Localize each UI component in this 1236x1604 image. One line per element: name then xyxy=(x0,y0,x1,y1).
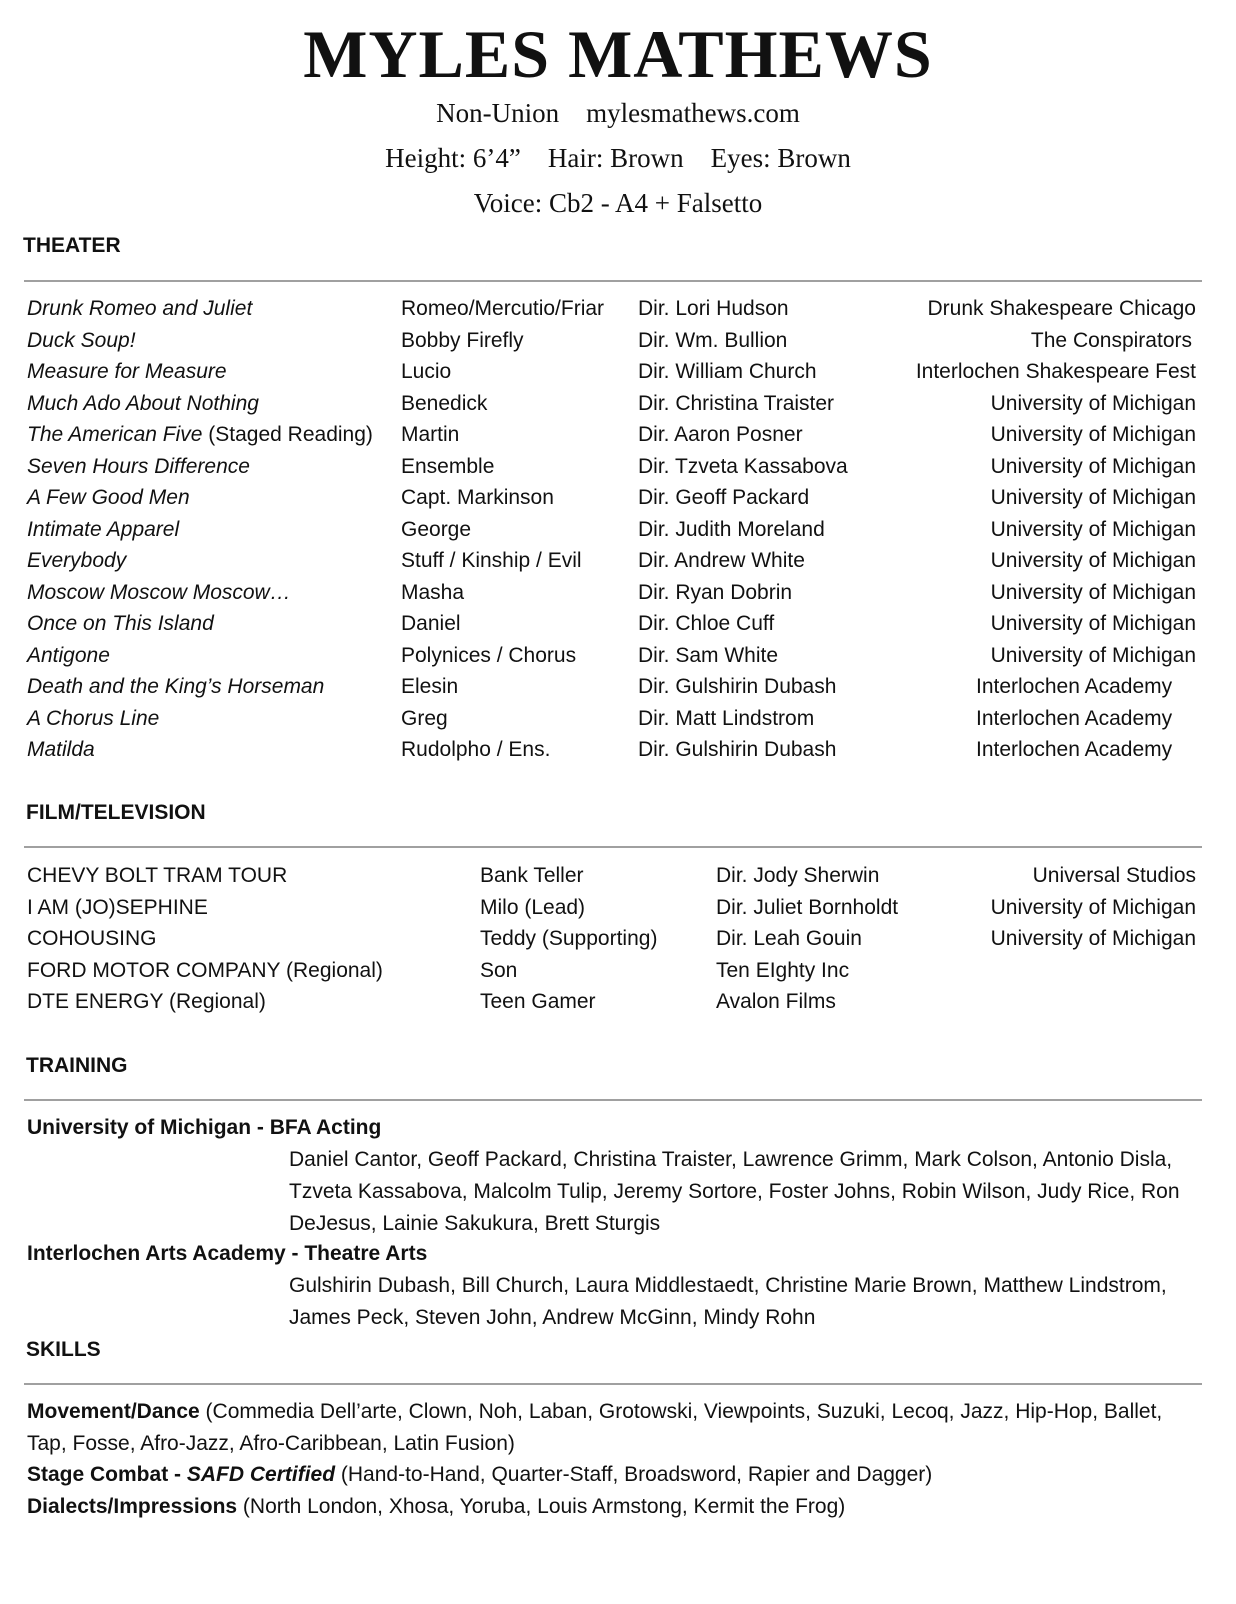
theater-show xyxy=(27,388,259,420)
theater-role: Romeo/Mercutio/Friar xyxy=(401,297,605,320)
theater-show xyxy=(27,325,136,357)
skill-movement xyxy=(27,1396,1207,1460)
theater-row xyxy=(0,293,1236,325)
theater-role: George xyxy=(401,518,472,541)
theater-show-title: Intimate Apparel xyxy=(27,518,180,541)
film-row xyxy=(0,955,1236,987)
theater-venue: University of Michigan xyxy=(990,644,1196,667)
film-role: Bank Teller xyxy=(480,864,584,887)
theater-show-title: Matilda xyxy=(27,738,95,761)
theater-venue: University of Michigan xyxy=(990,549,1196,572)
hair: Hair: Brown xyxy=(547,143,684,173)
theater-director: Dir. Ryan Dobrin xyxy=(638,581,793,604)
height: Height: 6’4” xyxy=(385,143,521,173)
theater-show-title: Once on This Island xyxy=(27,612,214,635)
film-project: FORD MOTOR COMPANY (Regional) xyxy=(27,959,383,982)
theater-role: Lucio xyxy=(401,360,452,383)
training-heading: TRAINING xyxy=(26,1054,128,1077)
film-row xyxy=(0,892,1236,924)
theater-director: Dir. Gulshirin Dubash xyxy=(638,738,837,761)
theater-show-title: Duck Soup! xyxy=(27,329,136,352)
theater-venue: Interlochen Academy xyxy=(976,707,1173,730)
voice-range: Voice: Cb2 - A4 + Falsetto xyxy=(473,188,763,218)
skill-movement-label: Movement/Dance xyxy=(27,1400,200,1423)
skill-combat-certification: SAFD Certified xyxy=(186,1463,336,1486)
theater-show-title: Drunk Romeo and Juliet xyxy=(27,297,253,320)
theater-row xyxy=(0,577,1236,609)
theater-role: Polynices / Chorus xyxy=(401,644,577,667)
theater-show xyxy=(27,640,110,672)
contact-line xyxy=(0,97,1236,129)
training-school-michigan: University of Michigan - BFA Acting xyxy=(27,1116,382,1139)
training-teachers-michigan: Daniel Cantor, Geoff Packard, Christina Traister, Lawrence Grimm, Mark Colson, Antonio Disla, Tzveta Kassabova, Malcolm Tulip, Jeremy Sortore, Foster Johns, Robin Wilson, Judy Rice, Ron DeJesus, Lainie Sakukura, Brett Sturgis xyxy=(289,1148,1180,1235)
theater-role: Benedick xyxy=(401,392,488,415)
theater-show xyxy=(27,293,252,325)
theater-show-title: Antigone xyxy=(27,644,110,667)
theater-role: Bobby Firefly xyxy=(401,329,524,352)
film-row xyxy=(0,986,1236,1018)
film-director: Dir. Jody Sherwin xyxy=(716,864,880,887)
film-project: COHOUSING xyxy=(27,927,157,950)
theater-director: Dir. Matt Lindstrom xyxy=(638,707,815,730)
theater-show-note: (Staged Reading) xyxy=(202,423,373,446)
theater-venue: University of Michigan xyxy=(990,423,1196,446)
film-company: Universal Studios xyxy=(1032,864,1196,887)
film-row xyxy=(0,860,1236,892)
theater-venue: The Conspirators xyxy=(1030,329,1192,352)
theater-director: Dir. Wm. Bullion xyxy=(638,329,788,352)
theater-role: Elesin xyxy=(401,675,459,698)
stats-line xyxy=(0,142,1236,174)
union-status: Non-Union xyxy=(436,98,560,128)
theater-venue: University of Michigan xyxy=(990,486,1196,509)
theater-role: Masha xyxy=(401,581,465,604)
skill-combat xyxy=(27,1459,1207,1491)
theater-divider xyxy=(24,280,1202,282)
film-row xyxy=(0,923,1236,955)
theater-row xyxy=(0,482,1236,514)
skill-dialects-label: Dialects/Impressions xyxy=(27,1495,238,1518)
theater-heading: THEATER xyxy=(23,234,121,257)
skills-divider xyxy=(24,1383,1202,1385)
film-company: University of Michigan xyxy=(990,927,1196,950)
theater-role: Daniel xyxy=(401,612,461,635)
theater-venue: University of Michigan xyxy=(990,581,1196,604)
skill-movement-list: (Commedia Dell’arte, Clown, Noh, Laban, Grotowski, Viewpoints, Suzuki, Lecoq, Jazz, Hip-Hop, Ballet, Tap, Fosse, Afro-Jazz, Afro-Caribbean, Latin Fusion) xyxy=(27,1400,1163,1455)
theater-show xyxy=(27,451,250,483)
theater-director: Dir. Andrew White xyxy=(638,549,805,572)
film-role: Son xyxy=(480,959,518,982)
film-role: Teen Gamer xyxy=(480,990,596,1013)
theater-venue: University of Michigan xyxy=(990,392,1196,415)
eyes: Eyes: Brown xyxy=(710,143,851,173)
theater-show-title: The American Five xyxy=(27,423,203,446)
theater-show-title: Death and the King’s Horseman xyxy=(27,675,325,698)
theater-role: Stuff / Kinship / Evil xyxy=(401,549,582,572)
theater-show xyxy=(27,608,214,640)
theater-role: Rudolpho / Ens. xyxy=(401,738,551,761)
actor-name: MYLES MATHEWS xyxy=(303,16,933,92)
training-school-interlochen: Interlochen Arts Academy - Theatre Arts xyxy=(27,1242,428,1265)
theater-show-title: Moscow Moscow Moscow… xyxy=(27,581,291,604)
theater-row xyxy=(0,419,1236,451)
theater-row xyxy=(0,356,1236,388)
theater-role: Martin xyxy=(401,423,460,446)
theater-director: Dir. Tzveta Kassabova xyxy=(638,455,848,478)
theater-show-title: A Few Good Men xyxy=(27,486,190,509)
theater-venue: University of Michigan xyxy=(990,612,1196,635)
theater-show-title: Everybody xyxy=(27,549,127,572)
theater-venue: Interlochen Academy xyxy=(976,738,1173,761)
theater-show-title: Much Ado About Nothing xyxy=(27,392,259,415)
theater-venue: Interlochen Shakespeare Fest xyxy=(915,360,1196,383)
theater-row xyxy=(0,608,1236,640)
theater-venue: Drunk Shakespeare Chicago xyxy=(927,297,1196,320)
training-divider xyxy=(24,1099,1202,1101)
theater-show-title: Seven Hours Difference xyxy=(27,455,250,478)
skill-dialects xyxy=(27,1491,1207,1523)
film-director: Dir. Leah Gouin xyxy=(716,927,862,950)
skill-dialects-list: (North London, Xhosa, Yoruba, Louis Armstong, Kermit the Frog) xyxy=(237,1495,846,1518)
training-teachers-interlochen: Gulshirin Dubash, Bill Church, Laura Middlestaedt, Christine Marie Brown, Matthew Lindstrom, James Peck, Steven John, Andrew McGinn, Mindy Rohn xyxy=(289,1274,1167,1329)
theater-row xyxy=(0,325,1236,357)
skill-combat-list: (Hand-to-Hand, Quarter-Staff, Broadsword, Rapier and Dagger) xyxy=(335,1463,933,1486)
theater-role: Capt. Markinson xyxy=(401,486,554,509)
theater-director: Dir. Judith Moreland xyxy=(638,518,825,541)
theater-venue: Interlochen Academy xyxy=(976,675,1173,698)
theater-director: Dir. Sam White xyxy=(638,644,779,667)
theater-venue: University of Michigan xyxy=(990,518,1196,541)
theater-director: Dir. Aaron Posner xyxy=(638,423,803,446)
theater-show xyxy=(27,671,324,703)
theater-show-title: Measure for Measure xyxy=(27,360,227,383)
film-role: Milo (Lead) xyxy=(480,896,586,919)
theater-show-title: A Chorus Line xyxy=(27,707,160,730)
theater-director: Dir. Geoff Packard xyxy=(638,486,810,509)
theater-row xyxy=(0,545,1236,577)
skill-combat-label: Stage Combat - xyxy=(27,1463,187,1486)
theater-show xyxy=(27,482,190,514)
theater-role: Ensemble xyxy=(401,455,495,478)
theater-show xyxy=(27,514,179,546)
film-director: Dir. Juliet Bornholdt xyxy=(716,896,899,919)
theater-director: Dir. Chloe Cuff xyxy=(638,612,775,635)
film-heading: FILM/TELEVISION xyxy=(26,801,206,824)
film-project: I AM (JO)SEPHINE xyxy=(27,896,208,919)
theater-director: Dir. William Church xyxy=(638,360,817,383)
film-company: University of Michigan xyxy=(990,896,1196,919)
film-divider xyxy=(24,846,1202,848)
theater-row xyxy=(0,388,1236,420)
theater-show xyxy=(27,356,227,388)
theater-show xyxy=(27,703,159,735)
theater-director: Dir. Lori Hudson xyxy=(638,297,789,320)
film-project: DTE ENERGY (Regional) xyxy=(27,990,266,1013)
film-director: Ten EIghty Inc xyxy=(716,959,850,982)
theater-venue: University of Michigan xyxy=(990,455,1196,478)
theater-show xyxy=(27,734,95,766)
theater-row xyxy=(0,703,1236,735)
skills-heading: SKILLS xyxy=(26,1338,101,1361)
theater-director: Dir. Christina Traister xyxy=(638,392,835,415)
theater-row xyxy=(0,514,1236,546)
website: mylesmathews.com xyxy=(586,98,800,128)
theater-row xyxy=(0,734,1236,766)
theater-show xyxy=(27,577,291,609)
theater-show xyxy=(27,419,373,451)
film-project: CHEVY BOLT TRAM TOUR xyxy=(27,864,288,887)
film-director: Avalon Films xyxy=(716,990,836,1013)
theater-row xyxy=(0,451,1236,483)
theater-row xyxy=(0,671,1236,703)
theater-role: Greg xyxy=(401,707,448,730)
film-role: Teddy (Supporting) xyxy=(480,927,658,950)
theater-director: Dir. Gulshirin Dubash xyxy=(638,675,837,698)
theater-show xyxy=(27,545,126,577)
theater-row xyxy=(0,640,1236,672)
